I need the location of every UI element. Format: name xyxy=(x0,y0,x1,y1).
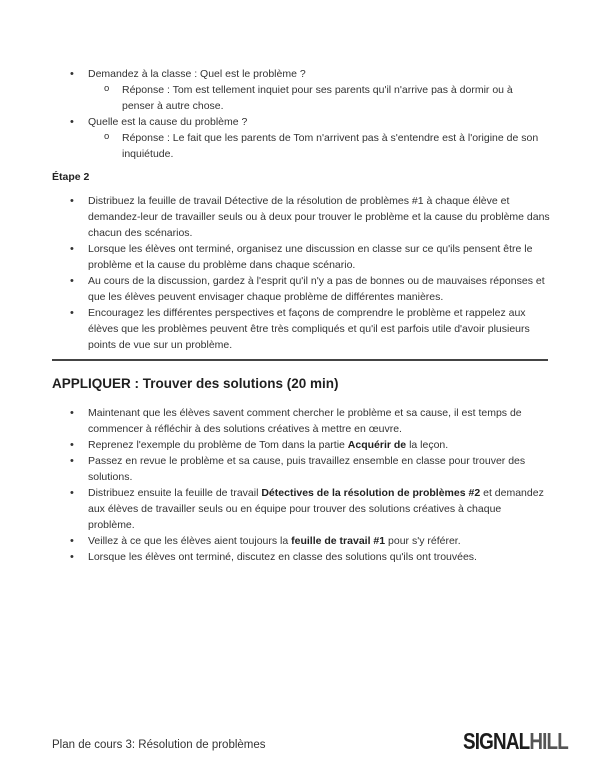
class-questions-list xyxy=(0,66,600,162)
logo-signal: SIGNAL xyxy=(463,728,530,754)
text: pour s'y référer. xyxy=(385,535,461,547)
apply-list xyxy=(0,405,600,565)
list-item: • Passez en revue le problème et sa cause, puis travaillez ensemble en classe pour trouver des solutions. xyxy=(0,453,600,485)
list-item: • Distribuez la feuille de travail Détective de la résolution de problèmes #1 à chaque élève et demandez-leur de travailler seuls ou à deux pour trouver le problème et la cause du problème dans chacun des scénarios. xyxy=(0,193,600,241)
signal-hill-logo xyxy=(463,728,568,755)
bold-text: Détectives de la résolution de problèmes #2 xyxy=(261,487,481,499)
section-divider xyxy=(52,359,548,361)
list-item xyxy=(0,66,600,114)
list-item xyxy=(0,485,600,533)
question-cause: Quelle est la cause du problème ? xyxy=(88,116,248,128)
answer-problem: o Réponse : Tom est tellement inquiet pour ses parents qu'il n'arrive pas à dormir ou à penser à autre chose. xyxy=(88,82,550,114)
text: et demandez aux élèves de travailler seuls ou en équipe pour trouver des solutions créatives à chaque problème. xyxy=(88,487,544,531)
apply-section-heading: APPLIQUER : Trouver des solutions (20 min) xyxy=(52,376,339,391)
text: Reprenez l'exemple du problème de Tom dans la partie xyxy=(88,439,348,451)
step-2-heading: Étape 2 xyxy=(52,171,90,183)
text: la leçon. xyxy=(406,439,449,451)
list-item: • Encouragez les différentes perspectives et façons de comprendre le problème et rappelez aux élèves que les problèmes peuvent être très compliqués et qu'il est parfois utile d'avoir plusieurs points de vue sur un problème. xyxy=(0,305,600,353)
logo-hill: HILL xyxy=(529,728,568,754)
text: Veillez à ce que les élèves aient toujours la xyxy=(88,535,292,547)
step-2-list xyxy=(0,193,600,353)
list-item: • Maintenant que les élèves savent comment chercher le problème et sa cause, il est temps de commencer à réfléchir à des solutions créatives à mettre en œuvre. xyxy=(0,405,600,437)
answer-cause: o Réponse : Le fait que les parents de Tom n'arrivent pas à s'entendre est à l'origine de son inquiétude. xyxy=(88,130,550,162)
list-item xyxy=(0,114,600,162)
list-item: • Lorsque les élèves ont terminé, organisez une discussion en classe sur ce qu'ils pensent être le problème et la cause du problème dans chaque scénario. xyxy=(0,241,600,273)
list-item: • Au cours de la discussion, gardez à l'esprit qu'il n'y a pas de bonnes ou de mauvaises réponses et que les élèves peuvent envisager chaque problème de différentes manières. xyxy=(0,273,600,305)
footer-lesson-title: Plan de cours 3: Résolution de problèmes xyxy=(52,739,266,751)
list-item xyxy=(0,437,600,453)
question-problem: Demandez à la classe : Quel est le problème ? xyxy=(88,68,306,80)
list-item: • Lorsque les élèves ont terminé, discutez en classe des solutions qu'ils ont trouvées. xyxy=(0,549,600,565)
answer-list xyxy=(88,82,550,114)
bold-text: Acquérir de xyxy=(347,439,407,451)
bold-text: feuille de travail #1 xyxy=(291,535,386,547)
list-item xyxy=(0,533,600,549)
text: Distribuez ensuite la feuille de travail xyxy=(88,487,262,499)
answer-list xyxy=(88,130,550,162)
